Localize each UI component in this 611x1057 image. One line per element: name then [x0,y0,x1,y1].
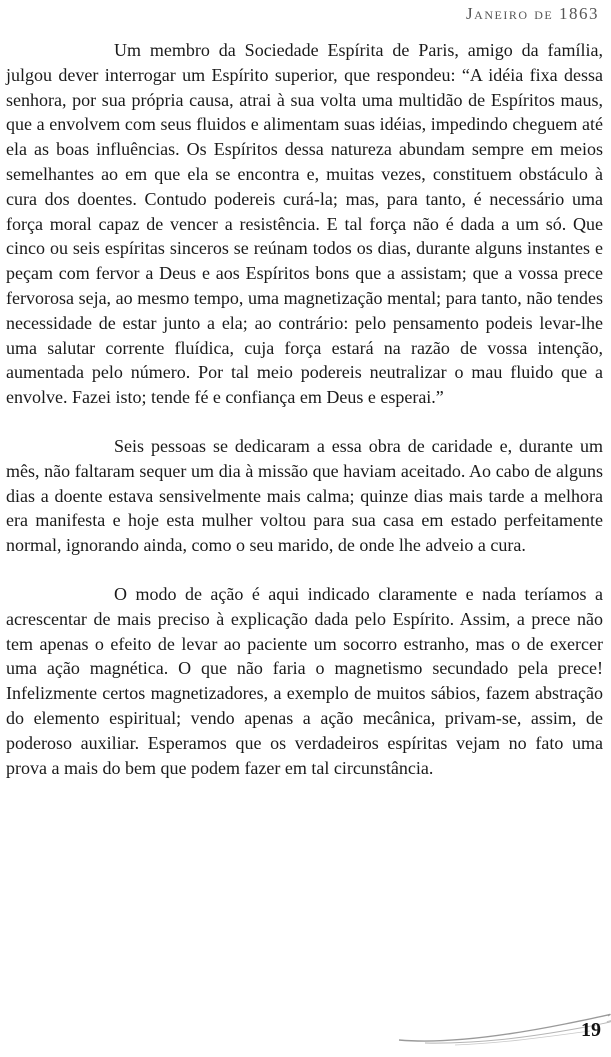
running-header: Janeiro de 1863 [466,4,599,23]
paragraph-3: O modo de ação é aqui indicado claramente e nada teríamos a acrescentar de mais preciso à explicação dada pelo Espírito. Assim, a prece não tem apenas o efeito de levar ao paciente um socorro estranho, mas o de exercer uma ação magnética. O que não faria o magnetismo secundado pela prece! Infelizmente certos magnetizadores, a exemplo de muitos sábios, fazem abstração do elemento espiritual; vendo apenas a ação mecânica, privam-se, assim, de poderoso auxiliar. Esperamos que os verdadeiros espíritas vejam no fato uma prova a mais do bem que podem fazer em tal circunstância. [6,583,603,778]
page-body [6,38,603,804]
page-number: 19 [581,1019,601,1041]
paragraph-2: Seis pessoas se dedicaram a essa obra de caridade e, durante um mês, não faltaram sequer um dia à missão que haviam aceitado. Ao cabo de alguns dias a doente estava sensivelmente mais calma; quinze dias mais tarde a melhora era manifesta e hoje esta mulher voltou para sua casa em estado perfeitamente normal, ignorando ainda, como o seu marido, de onde lhe adveio a cura. [6,435,603,556]
swoosh-ornament-icon [395,1010,611,1046]
paragraph-1: Um membro da Sociedade Espírita de Paris, amigo da família, julgou dever interrogar um Espírito superior, que respondeu: “A idéia fixa dessa senhora, por sua própria causa, atrai à sua volta uma multidão de Espíritos maus, que a envolvem com seus fluidos e alimentam suas idéias, impedindo cheguem até ela as boas influências. Os Espíritos dessa natureza abundam sempre em meios semelhantes ao em que ela se encontra e, muitas vezes, constituem obstáculo à cura dos doentes. Contudo podereis curá-la; mas, para tanto, é necessário uma força moral capaz de vencer a resistência. E tal força não é dada a um só. Que cinco ou seis espíritas sinceros se reúnam todos os dias, durante alguns instantes e peçam com fervor a Deus e aos Espíritos bons que a assistam; que a vossa prece fervorosa seja, ao mesmo tempo, uma magnetização mental; para tanto, não tendes necessidade de estar junto a ela; ao contrário: pelo pensamento podeis levar-lhe uma salutar corrente fluídica, cuja força estará na razão de vossa intenção, aumentada pelo número. Por tal meio podereis neutralizar o mau fluido que a envolve. Fazei isto; tende fé e confiança em Deus e esperai.” [6,40,603,408]
